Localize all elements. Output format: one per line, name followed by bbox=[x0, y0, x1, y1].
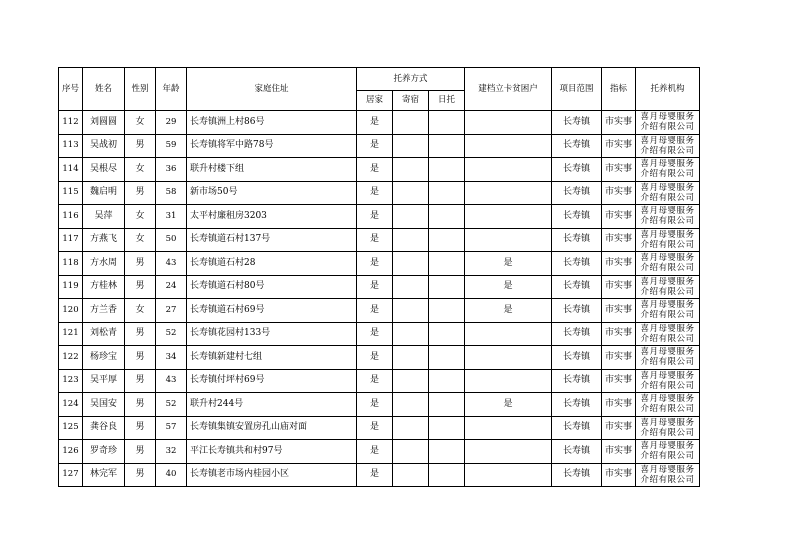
cell-name: 方燕飞 bbox=[83, 228, 125, 252]
cell-scope: 长寿镇 bbox=[552, 369, 602, 393]
cell-indicator: 市实事 bbox=[602, 158, 636, 182]
cell-name: 罗奇珍 bbox=[83, 440, 125, 464]
table-row bbox=[59, 111, 700, 135]
header-address: 家庭住址 bbox=[187, 68, 357, 111]
cell-scope: 长寿镇 bbox=[552, 181, 602, 205]
cell-gender: 女 bbox=[125, 205, 156, 229]
cell-gender: 男 bbox=[125, 416, 156, 440]
cell-scope: 长寿镇 bbox=[552, 463, 602, 487]
cell-org: 喜月母婴服务介绍有限公司 bbox=[636, 299, 700, 323]
cell-indicator: 市实事 bbox=[602, 463, 636, 487]
cell-mode-home: 是 bbox=[357, 228, 393, 252]
cell-index: 112 bbox=[59, 111, 83, 135]
cell-poverty bbox=[465, 463, 552, 487]
cell-indicator: 市实事 bbox=[602, 346, 636, 370]
cell-mode-board bbox=[393, 275, 429, 299]
cell-scope: 长寿镇 bbox=[552, 252, 602, 276]
cell-mode-board bbox=[393, 111, 429, 135]
cell-mode-home: 是 bbox=[357, 299, 393, 323]
cell-index: 119 bbox=[59, 275, 83, 299]
table-header bbox=[59, 68, 700, 111]
cell-age: 57 bbox=[156, 416, 187, 440]
cell-scope: 长寿镇 bbox=[552, 393, 602, 417]
cell-scope: 长寿镇 bbox=[552, 346, 602, 370]
cell-mode-board bbox=[393, 393, 429, 417]
cell-indicator: 市实事 bbox=[602, 393, 636, 417]
cell-org: 喜月母婴服务介绍有限公司 bbox=[636, 252, 700, 276]
cell-org: 喜月母婴服务介绍有限公司 bbox=[636, 440, 700, 464]
cell-mode-home: 是 bbox=[357, 134, 393, 158]
cell-org: 喜月母婴服务介绍有限公司 bbox=[636, 181, 700, 205]
cell-mode-day bbox=[429, 275, 465, 299]
cell-index: 113 bbox=[59, 134, 83, 158]
cell-mode-board bbox=[393, 134, 429, 158]
cell-index: 122 bbox=[59, 346, 83, 370]
cell-scope: 长寿镇 bbox=[552, 158, 602, 182]
cell-poverty bbox=[465, 111, 552, 135]
cell-age: 50 bbox=[156, 228, 187, 252]
cell-mode-board bbox=[393, 416, 429, 440]
cell-indicator: 市实事 bbox=[602, 252, 636, 276]
cell-age: 27 bbox=[156, 299, 187, 323]
cell-address: 长寿镇花园村133号 bbox=[187, 322, 357, 346]
cell-mode-home: 是 bbox=[357, 346, 393, 370]
cell-indicator: 市实事 bbox=[602, 111, 636, 135]
table-row bbox=[59, 205, 700, 229]
cell-mode-day bbox=[429, 252, 465, 276]
cell-indicator: 市实事 bbox=[602, 134, 636, 158]
cell-gender: 男 bbox=[125, 346, 156, 370]
table-row bbox=[59, 346, 700, 370]
cell-poverty bbox=[465, 416, 552, 440]
table-row bbox=[59, 463, 700, 487]
cell-index: 126 bbox=[59, 440, 83, 464]
header-mode-home: 居家 bbox=[357, 91, 393, 111]
table-row bbox=[59, 134, 700, 158]
cell-mode-day bbox=[429, 134, 465, 158]
cell-address: 长寿镇道石村69号 bbox=[187, 299, 357, 323]
cell-address: 长寿镇洲上村86号 bbox=[187, 111, 357, 135]
cell-mode-home: 是 bbox=[357, 181, 393, 205]
cell-indicator: 市实事 bbox=[602, 275, 636, 299]
cell-scope: 长寿镇 bbox=[552, 275, 602, 299]
table-row bbox=[59, 369, 700, 393]
cell-poverty: 是 bbox=[465, 299, 552, 323]
cell-age: 43 bbox=[156, 252, 187, 276]
cell-index: 127 bbox=[59, 463, 83, 487]
cell-mode-home: 是 bbox=[357, 252, 393, 276]
cell-gender: 男 bbox=[125, 134, 156, 158]
cell-mode-home: 是 bbox=[357, 393, 393, 417]
cell-mode-board bbox=[393, 205, 429, 229]
cell-mode-day bbox=[429, 440, 465, 464]
cell-address: 平江长寿镇共和村97号 bbox=[187, 440, 357, 464]
cell-mode-day bbox=[429, 416, 465, 440]
header-indicator: 指标 bbox=[602, 68, 636, 111]
table-row bbox=[59, 440, 700, 464]
cell-age: 36 bbox=[156, 158, 187, 182]
header-scope: 项目范围 bbox=[552, 68, 602, 111]
cell-index: 117 bbox=[59, 228, 83, 252]
cell-mode-home: 是 bbox=[357, 416, 393, 440]
cell-org: 喜月母婴服务介绍有限公司 bbox=[636, 111, 700, 135]
cell-index: 115 bbox=[59, 181, 83, 205]
cell-org: 喜月母婴服务介绍有限公司 bbox=[636, 205, 700, 229]
cell-age: 52 bbox=[156, 322, 187, 346]
cell-mode-board bbox=[393, 346, 429, 370]
cell-org: 喜月母婴服务介绍有限公司 bbox=[636, 134, 700, 158]
cell-mode-board bbox=[393, 181, 429, 205]
cell-indicator: 市实事 bbox=[602, 416, 636, 440]
cell-poverty: 是 bbox=[465, 275, 552, 299]
cell-poverty bbox=[465, 440, 552, 464]
cell-address: 长寿镇付坪村69号 bbox=[187, 369, 357, 393]
cell-address: 联升村楼下组 bbox=[187, 158, 357, 182]
cell-age: 29 bbox=[156, 111, 187, 135]
cell-gender: 男 bbox=[125, 252, 156, 276]
table-row bbox=[59, 181, 700, 205]
cell-org: 喜月母婴服务介绍有限公司 bbox=[636, 158, 700, 182]
cell-scope: 长寿镇 bbox=[552, 416, 602, 440]
cell-mode-day bbox=[429, 228, 465, 252]
cell-address: 长寿镇将军中路78号 bbox=[187, 134, 357, 158]
cell-mode-home: 是 bbox=[357, 111, 393, 135]
table-row bbox=[59, 393, 700, 417]
cell-index: 125 bbox=[59, 416, 83, 440]
cell-mode-day bbox=[429, 299, 465, 323]
cell-index: 116 bbox=[59, 205, 83, 229]
cell-name: 刘圆圆 bbox=[83, 111, 125, 135]
cell-name: 吴国安 bbox=[83, 393, 125, 417]
cell-gender: 女 bbox=[125, 299, 156, 323]
cell-scope: 长寿镇 bbox=[552, 440, 602, 464]
table-row bbox=[59, 228, 700, 252]
cell-address: 长寿镇集镇安置房孔山庙对面 bbox=[187, 416, 357, 440]
table-row bbox=[59, 275, 700, 299]
cell-age: 34 bbox=[156, 346, 187, 370]
cell-mode-day bbox=[429, 111, 465, 135]
cell-index: 124 bbox=[59, 393, 83, 417]
table-row bbox=[59, 416, 700, 440]
cell-indicator: 市实事 bbox=[602, 369, 636, 393]
cell-indicator: 市实事 bbox=[602, 440, 636, 464]
table-row bbox=[59, 322, 700, 346]
cell-age: 40 bbox=[156, 463, 187, 487]
cell-age: 32 bbox=[156, 440, 187, 464]
cell-mode-day bbox=[429, 346, 465, 370]
cell-indicator: 市实事 bbox=[602, 181, 636, 205]
cell-index: 123 bbox=[59, 369, 83, 393]
cell-name: 杨珍宝 bbox=[83, 346, 125, 370]
header-age: 年龄 bbox=[156, 68, 187, 111]
cell-mode-board bbox=[393, 299, 429, 323]
cell-poverty bbox=[465, 369, 552, 393]
cell-address: 联升村244号 bbox=[187, 393, 357, 417]
cell-mode-board bbox=[393, 158, 429, 182]
table-row bbox=[59, 158, 700, 182]
cell-org: 喜月母婴服务介绍有限公司 bbox=[636, 275, 700, 299]
cell-age: 58 bbox=[156, 181, 187, 205]
cell-indicator: 市实事 bbox=[602, 299, 636, 323]
cell-age: 43 bbox=[156, 369, 187, 393]
cell-poverty bbox=[465, 322, 552, 346]
cell-gender: 男 bbox=[125, 275, 156, 299]
cell-mode-board bbox=[393, 440, 429, 464]
cell-name: 方桂林 bbox=[83, 275, 125, 299]
header-poverty: 建档立卡贫困户 bbox=[465, 68, 552, 111]
cell-mode-board bbox=[393, 252, 429, 276]
cell-scope: 长寿镇 bbox=[552, 134, 602, 158]
cell-poverty bbox=[465, 181, 552, 205]
cell-age: 24 bbox=[156, 275, 187, 299]
cell-index: 118 bbox=[59, 252, 83, 276]
cell-name: 吴萍 bbox=[83, 205, 125, 229]
cell-org: 喜月母婴服务介绍有限公司 bbox=[636, 228, 700, 252]
header-org: 托养机构 bbox=[636, 68, 700, 111]
cell-mode-day bbox=[429, 322, 465, 346]
table-row bbox=[59, 299, 700, 323]
cell-address: 长寿镇道石村80号 bbox=[187, 275, 357, 299]
cell-mode-home: 是 bbox=[357, 440, 393, 464]
cell-gender: 男 bbox=[125, 181, 156, 205]
cell-mode-day bbox=[429, 393, 465, 417]
cell-gender: 男 bbox=[125, 463, 156, 487]
cell-age: 52 bbox=[156, 393, 187, 417]
cell-name: 林完军 bbox=[83, 463, 125, 487]
cell-org: 喜月母婴服务介绍有限公司 bbox=[636, 463, 700, 487]
cell-gender: 男 bbox=[125, 440, 156, 464]
cell-name: 吴根尽 bbox=[83, 158, 125, 182]
cell-org: 喜月母婴服务介绍有限公司 bbox=[636, 346, 700, 370]
cell-index: 120 bbox=[59, 299, 83, 323]
cell-org: 喜月母婴服务介绍有限公司 bbox=[636, 369, 700, 393]
cell-address: 长寿镇老市场内桂园小区 bbox=[187, 463, 357, 487]
cell-poverty: 是 bbox=[465, 252, 552, 276]
cell-mode-day bbox=[429, 205, 465, 229]
cell-mode-board bbox=[393, 228, 429, 252]
cell-scope: 长寿镇 bbox=[552, 299, 602, 323]
cell-poverty: 是 bbox=[465, 393, 552, 417]
cell-name: 吴平厚 bbox=[83, 369, 125, 393]
cell-org: 喜月母婴服务介绍有限公司 bbox=[636, 322, 700, 346]
header-mode-day: 日托 bbox=[429, 91, 465, 111]
cell-age: 59 bbox=[156, 134, 187, 158]
cell-poverty bbox=[465, 205, 552, 229]
roster-table bbox=[58, 67, 700, 487]
cell-age: 31 bbox=[156, 205, 187, 229]
cell-address: 太平村廉租房3203 bbox=[187, 205, 357, 229]
cell-mode-home: 是 bbox=[357, 158, 393, 182]
cell-poverty bbox=[465, 158, 552, 182]
cell-scope: 长寿镇 bbox=[552, 228, 602, 252]
header-support-mode: 托养方式 bbox=[357, 68, 465, 91]
cell-poverty bbox=[465, 346, 552, 370]
header-index: 序号 bbox=[59, 68, 83, 111]
cell-mode-day bbox=[429, 158, 465, 182]
cell-mode-day bbox=[429, 369, 465, 393]
cell-name: 吴战初 bbox=[83, 134, 125, 158]
cell-gender: 女 bbox=[125, 228, 156, 252]
table-body bbox=[59, 111, 700, 487]
cell-mode-day bbox=[429, 181, 465, 205]
cell-mode-home: 是 bbox=[357, 322, 393, 346]
cell-gender: 女 bbox=[125, 111, 156, 135]
cell-address: 长寿镇道石村137号 bbox=[187, 228, 357, 252]
cell-scope: 长寿镇 bbox=[552, 322, 602, 346]
cell-mode-board bbox=[393, 369, 429, 393]
cell-mode-board bbox=[393, 463, 429, 487]
header-gender: 性别 bbox=[125, 68, 156, 111]
cell-org: 喜月母婴服务介绍有限公司 bbox=[636, 416, 700, 440]
cell-scope: 长寿镇 bbox=[552, 111, 602, 135]
cell-gender: 女 bbox=[125, 158, 156, 182]
cell-gender: 男 bbox=[125, 322, 156, 346]
cell-poverty bbox=[465, 134, 552, 158]
cell-mode-board bbox=[393, 322, 429, 346]
cell-name: 龚谷良 bbox=[83, 416, 125, 440]
cell-mode-home: 是 bbox=[357, 369, 393, 393]
cell-name: 方兰香 bbox=[83, 299, 125, 323]
cell-scope: 长寿镇 bbox=[552, 205, 602, 229]
cell-indicator: 市实事 bbox=[602, 228, 636, 252]
cell-address: 长寿镇新建村七组 bbox=[187, 346, 357, 370]
cell-name: 方水周 bbox=[83, 252, 125, 276]
cell-gender: 男 bbox=[125, 369, 156, 393]
cell-indicator: 市实事 bbox=[602, 322, 636, 346]
header-mode-board: 寄宿 bbox=[393, 91, 429, 111]
cell-index: 114 bbox=[59, 158, 83, 182]
cell-gender: 男 bbox=[125, 393, 156, 417]
cell-address: 新市场50号 bbox=[187, 181, 357, 205]
cell-mode-home: 是 bbox=[357, 205, 393, 229]
cell-address: 长寿镇道石村28 bbox=[187, 252, 357, 276]
cell-mode-day bbox=[429, 463, 465, 487]
cell-mode-home: 是 bbox=[357, 275, 393, 299]
header-name: 姓名 bbox=[83, 68, 125, 111]
cell-name: 刘松青 bbox=[83, 322, 125, 346]
table-row bbox=[59, 252, 700, 276]
cell-name: 魏启明 bbox=[83, 181, 125, 205]
cell-mode-home: 是 bbox=[357, 463, 393, 487]
cell-indicator: 市实事 bbox=[602, 205, 636, 229]
cell-poverty bbox=[465, 228, 552, 252]
cell-org: 喜月母婴服务介绍有限公司 bbox=[636, 393, 700, 417]
cell-index: 121 bbox=[59, 322, 83, 346]
